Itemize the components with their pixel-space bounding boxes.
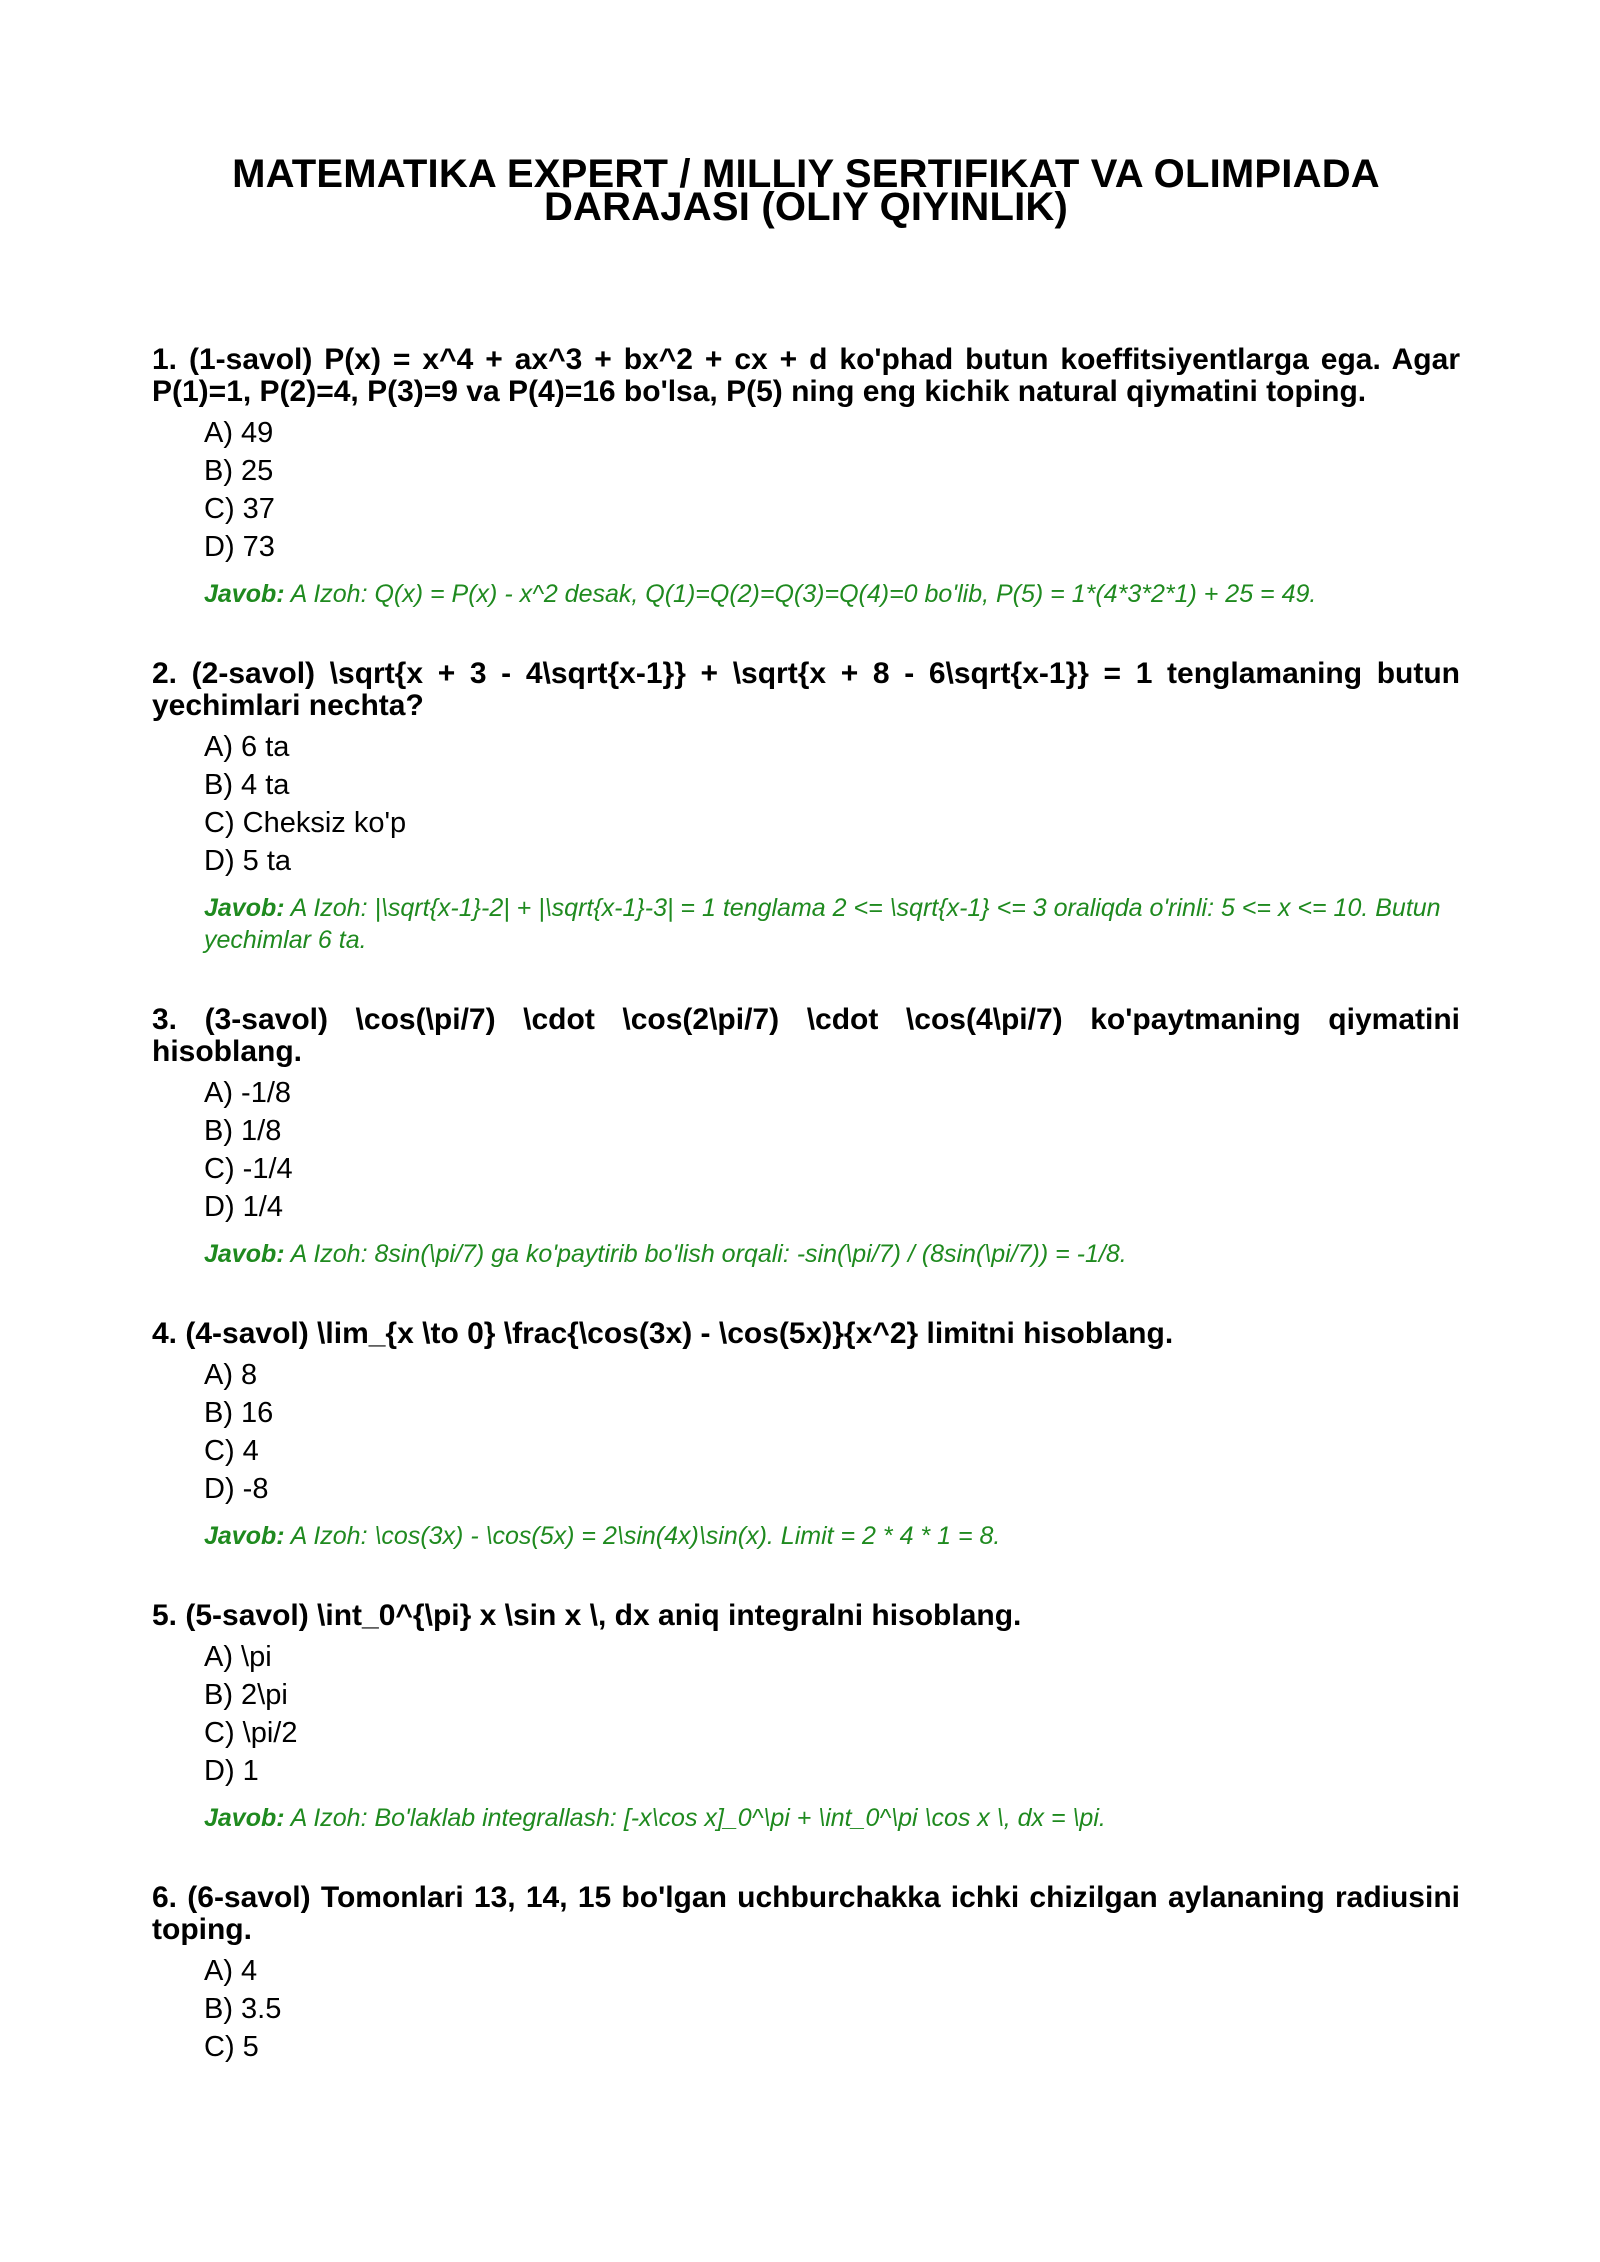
title-line-1: MATEMATIKA EXPERT / MILLIY SERTIFIKAT VA OLIMPIADA xyxy=(232,152,1380,196)
answer-options xyxy=(152,414,1460,566)
question-text: 5. (5-savol) \int_0^{\pi} x \sin x \, dx aniq integralni hisoblang. xyxy=(152,1599,1022,1632)
answer-explanation xyxy=(204,1802,1460,1834)
answer-option: B) 1/8 xyxy=(204,1115,282,1147)
answer-label: Javob: xyxy=(204,580,285,608)
answer-option: C) 5 xyxy=(204,2031,259,2063)
answer-text: A Izoh: Bo'laklab integrallash: [-x\cos x]_0^\pi + \int_0^\pi \cos x \, dx = \pi. xyxy=(290,1804,1106,1832)
answer-label: Javob: xyxy=(204,1522,285,1550)
question-4 xyxy=(152,1318,1460,1552)
title-line-2: DARAJASI (OLIY QIYINLIK) xyxy=(543,185,1069,229)
question-5 xyxy=(152,1600,1460,1834)
answer-option: B) 2\pi xyxy=(204,1679,288,1711)
answer-text: A Izoh: \cos(3x) - \cos(5x) = 2\sin(4x)\sin(x). Limit = 2 * 4 * 1 = 8. xyxy=(290,1522,1001,1550)
answer-option: C) 37 xyxy=(204,493,275,525)
answer-option: A) 4 xyxy=(204,1955,258,1987)
answer-option: D) 73 xyxy=(204,531,275,563)
question-list xyxy=(152,344,1460,2066)
question-text: 2. (2-savol) \sqrt{x + 3 - 4\sqrt{x-1}} + \sqrt{x + 8 - 6\sqrt{x-1}} = 1 tenglamaning butun yechimlari nechta? xyxy=(152,657,1460,722)
question-text: 3. (3-savol) \cos(\pi/7) \cdot \cos(2\pi/7) \cdot \cos(4\pi/7) ko'paytmaning qiymatini hisoblang. xyxy=(152,1003,1460,1068)
answer-option: A) 49 xyxy=(204,417,274,449)
question-3 xyxy=(152,1004,1460,1270)
answer-option: C) -1/4 xyxy=(204,1153,293,1185)
answer-option: D) 1/4 xyxy=(204,1191,283,1223)
answer-option: C) \pi/2 xyxy=(204,1717,298,1749)
answer-options xyxy=(152,1952,1460,2066)
answer-label: Javob: xyxy=(204,1804,285,1832)
answer-option: D) 1 xyxy=(204,1755,259,1787)
question-text: 1. (1-savol) P(x) = x^4 + ax^3 + bx^2 + cx + d ko'phad butun koeffitsiyentlarga ega. Agar P(1)=1, P(2)=4, P(3)=9 va P(4)=16 bo'lsa, P(5) ning eng kichik natural qiymatini toping. xyxy=(152,343,1460,408)
answer-text: A Izoh: |\sqrt{x-1}-2| + |\sqrt{x-1}-3| = 1 tenglama 2 <= \sqrt{x-1} <= 3 oraliqda o'rinli: 5 <= x <= 10. Butun yechimlar 6 ta. xyxy=(204,894,1441,954)
answer-label: Javob: xyxy=(204,894,285,922)
question-text: 6. (6-savol) Tomonlari 13, 14, 15 bo'lgan uchburchakka ichki chizilgan aylananing radiusini toping. xyxy=(152,1881,1460,1946)
answer-explanation xyxy=(204,892,1460,956)
document-title xyxy=(152,152,1460,229)
answer-explanation xyxy=(204,1520,1460,1552)
answer-explanation xyxy=(204,578,1460,610)
document-page xyxy=(152,0,1460,2114)
question-2 xyxy=(152,658,1460,956)
answer-option: B) 16 xyxy=(204,1397,274,1429)
answer-option: A) 8 xyxy=(204,1359,258,1391)
answer-explanation xyxy=(204,1238,1460,1270)
answer-options xyxy=(152,1638,1460,1790)
answer-text: A Izoh: Q(x) = P(x) - x^2 desak, Q(1)=Q(2)=Q(3)=Q(4)=0 bo'lib, P(5) = 1*(4*3*2*1) + 25 = 49. xyxy=(290,580,1317,608)
answer-label: Javob: xyxy=(204,1240,285,1268)
answer-option: A) \pi xyxy=(204,1641,272,1673)
answer-option: D) -8 xyxy=(204,1473,269,1505)
answer-options xyxy=(152,728,1460,880)
question-6 xyxy=(152,1882,1460,2066)
answer-options xyxy=(152,1074,1460,1226)
answer-option: A) -1/8 xyxy=(204,1077,292,1109)
question-text: 4. (4-savol) \lim_{x \to 0} \frac{\cos(3x) - \cos(5x)}{x^2} limitni hisoblang. xyxy=(152,1317,1174,1350)
answer-option: C) Cheksiz ko'p xyxy=(204,807,407,839)
answer-option: B) 25 xyxy=(204,455,274,487)
answer-option: D) 5 ta xyxy=(204,845,292,877)
question-1 xyxy=(152,344,1460,610)
answer-text: A Izoh: 8sin(\pi/7) ga ko'paytirib bo'lish orqali: -sin(\pi/7) / (8sin(\pi/7)) = -1/8. xyxy=(290,1240,1127,1268)
answer-option: B) 4 ta xyxy=(204,769,290,801)
answer-option: B) 3.5 xyxy=(204,1993,282,2025)
answer-options xyxy=(152,1356,1460,1508)
answer-option: A) 6 ta xyxy=(204,731,290,763)
answer-option: C) 4 xyxy=(204,1435,259,1467)
